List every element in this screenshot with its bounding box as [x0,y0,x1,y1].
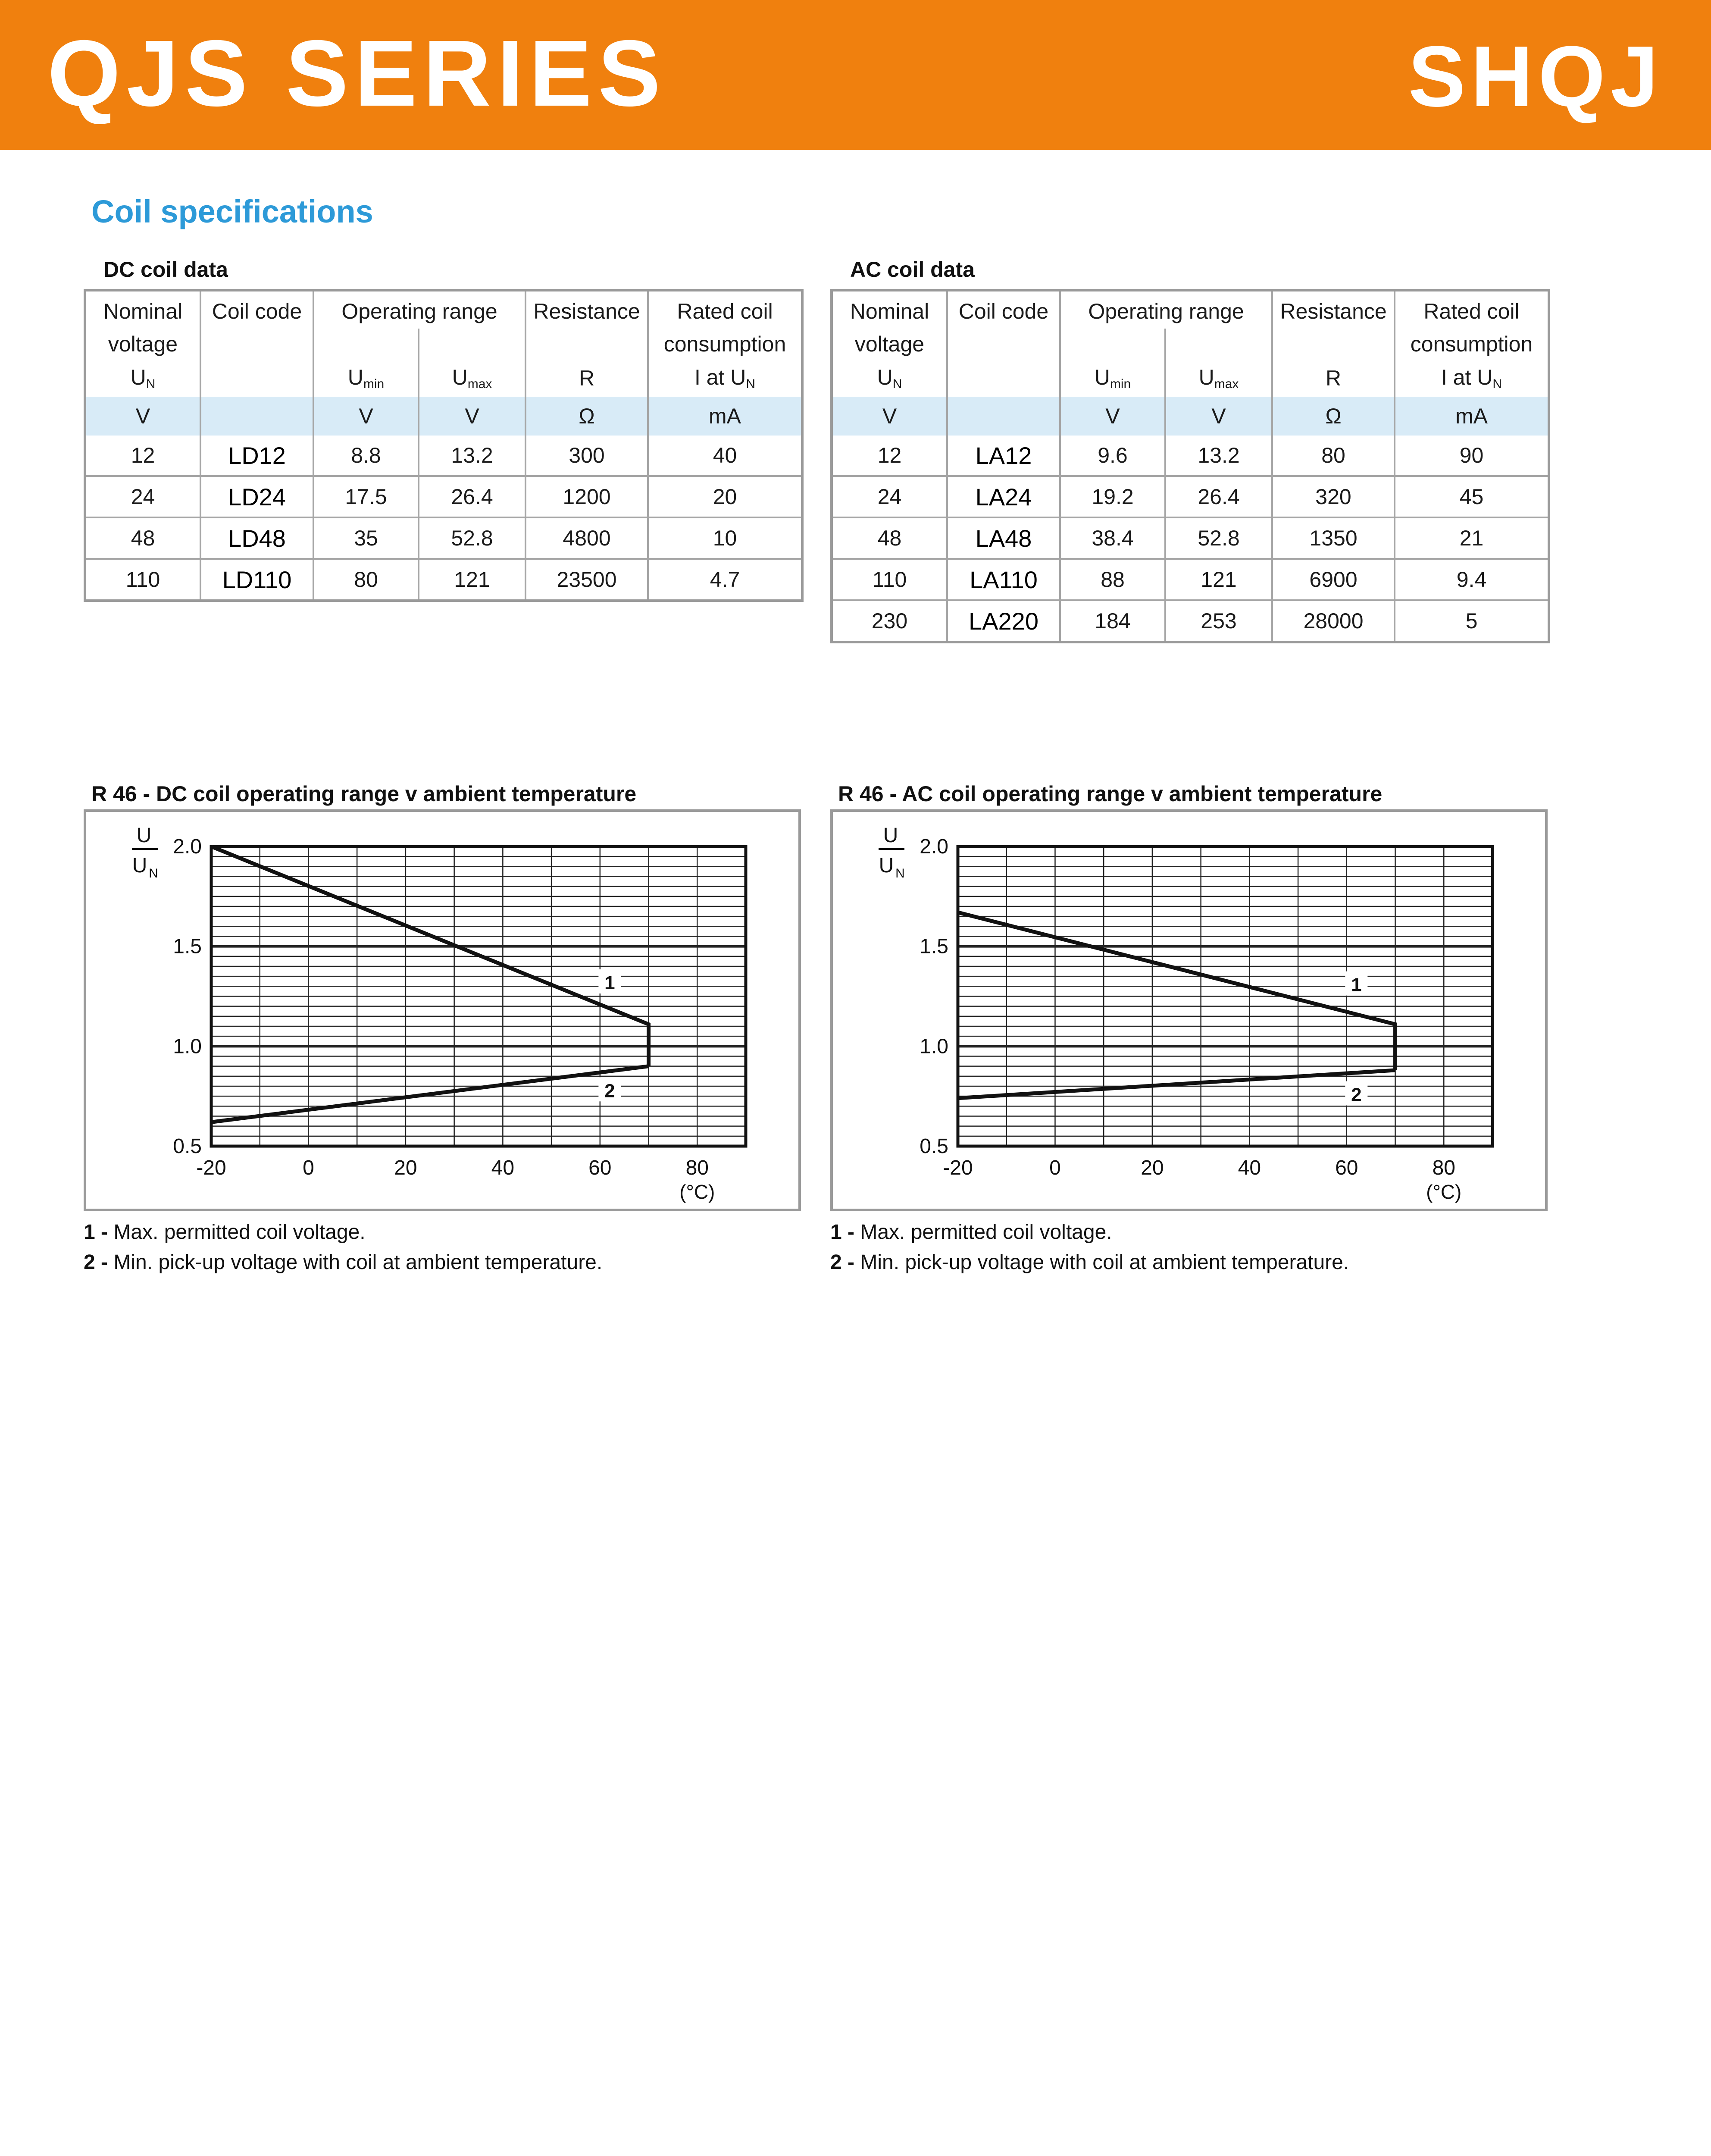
header-consumption: Rated coil [1395,290,1549,329]
symbol-resistance: R [525,360,648,397]
header-consumption: Rated coil [648,290,802,329]
y-tick-label: 2.0 [173,835,202,858]
x-tick-label: 80 [685,1156,709,1179]
y-axis-label-subscript: N [149,866,158,881]
cell-umin: 184 [1060,600,1165,642]
cell-consumption: 20 [648,476,802,517]
x-tick-label: -20 [196,1156,226,1179]
cell-umin: 38.4 [1060,517,1165,559]
cell-umax: 121 [1165,559,1272,600]
dc-legend-2: 2 - Min. pick-up voltage with coil at ambient temperature. [84,1251,603,1274]
x-tick-label: 0 [1049,1156,1061,1179]
unit-cell [200,397,313,436]
header-empty [1060,329,1165,360]
cell-umin: 35 [313,517,419,559]
cell-consumption: 40 [648,436,802,476]
x-tick-label: 20 [1141,1156,1164,1179]
x-tick-label: 40 [491,1156,515,1179]
symbol-empty [947,360,1060,397]
ac-legend-2: 2 - Min. pick-up voltage with coil at ambient temperature. [830,1251,1349,1274]
header-empty [419,329,525,360]
header-empty [1165,329,1272,360]
y-tick-label: 2.0 [920,835,948,858]
y-tick-label: 1.5 [173,935,202,958]
cell-coil-code: LD110 [200,559,313,601]
cell-consumption: 10 [648,517,802,559]
x-tick-label: 40 [1238,1156,1261,1179]
series-line-2 [211,1066,649,1122]
cell-umax: 13.2 [1165,436,1272,476]
cell-consumption: 9.4 [1395,559,1549,600]
y-axis-label-denominator: U [132,854,147,877]
cell-nominal: 230 [832,600,947,642]
y-tick-label: 0.5 [920,1135,948,1158]
x-axis-unit: (°C) [679,1181,715,1203]
header-logo: SHQJ [1408,28,1664,125]
cell-umax: 26.4 [1165,476,1272,517]
x-tick-label: 80 [1432,1156,1455,1179]
unit-cell: V [85,397,200,436]
cell-consumption: 5 [1395,600,1549,642]
symbol-empty [200,360,313,397]
cell-nominal: 24 [832,476,947,517]
cell-umin: 9.6 [1060,436,1165,476]
y-tick-label: 1.5 [920,935,948,958]
header-empty [313,329,419,360]
symbol-nominal: $U_N$ [832,360,947,397]
header-consumption-line2: consumption [1395,329,1549,360]
table-row [832,559,1549,600]
cell-resistance: 23500 [525,559,648,601]
unit-cell: V [419,397,525,436]
unit-cell: V [313,397,419,436]
table-row [832,600,1549,642]
y-axis-label-numerator: U [136,824,152,847]
header-operating-range: Operating range [313,290,525,329]
cell-consumption: 4.7 [648,559,802,601]
annotation-label: 1 [604,972,615,994]
annotation-label: 2 [604,1080,615,1102]
header-coil-code: Coil code [947,290,1060,329]
cell-consumption: 45 [1395,476,1549,517]
table-row [832,476,1549,517]
x-tick-label: 20 [394,1156,417,1179]
cell-umin: 19.2 [1060,476,1165,517]
header-coil-code: Coil code [200,290,313,329]
header-nominal: Nominal [832,290,947,329]
cell-nominal: 110 [832,559,947,600]
cell-nominal: 12 [85,436,200,476]
ac-chart-frame [830,809,1548,1211]
unit-cell: mA [1395,397,1549,436]
y-axis-label-numerator: U [883,824,898,847]
header-consumption-line2: consumption [648,329,802,360]
cell-umax: 52.8 [419,517,525,559]
cell-resistance: 6900 [1272,559,1395,600]
dc-chart-frame [84,809,801,1211]
cell-nominal: 48 [832,517,947,559]
unit-cell: V [1165,397,1272,436]
header-empty [525,329,648,360]
ac-coil-table [830,289,1550,643]
dc-coil-table [84,289,804,602]
header-title: QJS SERIES [47,21,667,126]
x-tick-label: 0 [303,1156,314,1179]
cell-coil-code: LA48 [947,517,1060,559]
cell-coil-code: LD12 [200,436,313,476]
cell-umax: 13.2 [419,436,525,476]
cell-umax: 253 [1165,600,1272,642]
section-title: Coil specifications [91,194,373,229]
cell-resistance: 1200 [525,476,648,517]
header-nominal-line2: voltage [85,329,200,360]
y-tick-label: 0.5 [173,1135,202,1158]
cell-nominal: 110 [85,559,200,601]
y-axis-label-denominator: U [879,854,894,877]
symbol-consumption: I at $U_N$ [648,360,802,397]
dc-chart [86,812,798,1209]
symbol-umin: $U_{min}$ [1060,360,1165,397]
table-row [85,517,802,559]
y-tick-label: 1.0 [173,1035,202,1058]
cell-resistance: 320 [1272,476,1395,517]
cell-resistance: 300 [525,436,648,476]
cell-umax: 26.4 [419,476,525,517]
annotation-label: 1 [1351,974,1362,996]
ac-chart [833,812,1545,1209]
symbol-umax: $U_{max}$ [1165,360,1272,397]
symbol-umin: $U_{min}$ [313,360,419,397]
cell-resistance: 1350 [1272,517,1395,559]
x-tick-label: 60 [1335,1156,1358,1179]
dc-chart-title: R 46 - DC coil operating range v ambient temperature [91,782,637,806]
cell-nominal: 24 [85,476,200,517]
table-row [832,436,1549,476]
unit-cell: mA [648,397,802,436]
unit-cell: Ω [525,397,648,436]
x-axis-unit: (°C) [1426,1181,1462,1203]
ac-legend-1: 1 - Max. permitted coil voltage. [830,1221,1112,1244]
cell-umin: 80 [313,559,419,601]
symbol-consumption: I at $U_N$ [1395,360,1549,397]
header-empty [1272,329,1395,360]
header-resistance: Resistance [1272,290,1395,329]
table-row [85,559,802,601]
unit-cell: V [832,397,947,436]
series-line-2 [958,1070,1395,1098]
table-row [85,436,802,476]
cell-consumption: 21 [1395,517,1549,559]
unit-cell: V [1060,397,1165,436]
cell-umax: 121 [419,559,525,601]
cell-resistance: 28000 [1272,600,1395,642]
dc-table-caption: DC coil data [103,257,228,282]
cell-coil-code: LA24 [947,476,1060,517]
unit-cell [947,397,1060,436]
table-row [832,517,1549,559]
header-empty [947,329,1060,360]
cell-coil-code: LD48 [200,517,313,559]
ac-chart-title: R 46 - AC coil operating range v ambient temperature [838,782,1383,806]
annotation-label: 2 [1351,1084,1362,1106]
cell-resistance: 80 [1272,436,1395,476]
header-empty [200,329,313,360]
cell-coil-code: LA12 [947,436,1060,476]
symbol-resistance: R [1272,360,1395,397]
cell-consumption: 90 [1395,436,1549,476]
cell-nominal: 48 [85,517,200,559]
cell-coil-code: LA110 [947,559,1060,600]
cell-umin: 17.5 [313,476,419,517]
y-tick-label: 1.0 [920,1035,948,1058]
x-tick-label: 60 [588,1156,612,1179]
ac-table-caption: AC coil data [850,257,975,282]
header-nominal: Nominal [85,290,200,329]
unit-cell: Ω [1272,397,1395,436]
symbol-umax: $U_{max}$ [419,360,525,397]
cell-umin: 88 [1060,559,1165,600]
cell-coil-code: LD24 [200,476,313,517]
cell-resistance: 4800 [525,517,648,559]
x-tick-label: -20 [943,1156,973,1179]
cell-coil-code: LA220 [947,600,1060,642]
dc-legend-1: 1 - Max. permitted coil voltage. [84,1221,366,1244]
symbol-nominal: $U_N$ [85,360,200,397]
cell-umin: 8.8 [313,436,419,476]
header-nominal-line2: voltage [832,329,947,360]
cell-nominal: 12 [832,436,947,476]
header-resistance: Resistance [525,290,648,329]
header-operating-range: Operating range [1060,290,1272,329]
table-row [85,476,802,517]
y-axis-label-subscript: N [895,866,905,881]
cell-umax: 52.8 [1165,517,1272,559]
